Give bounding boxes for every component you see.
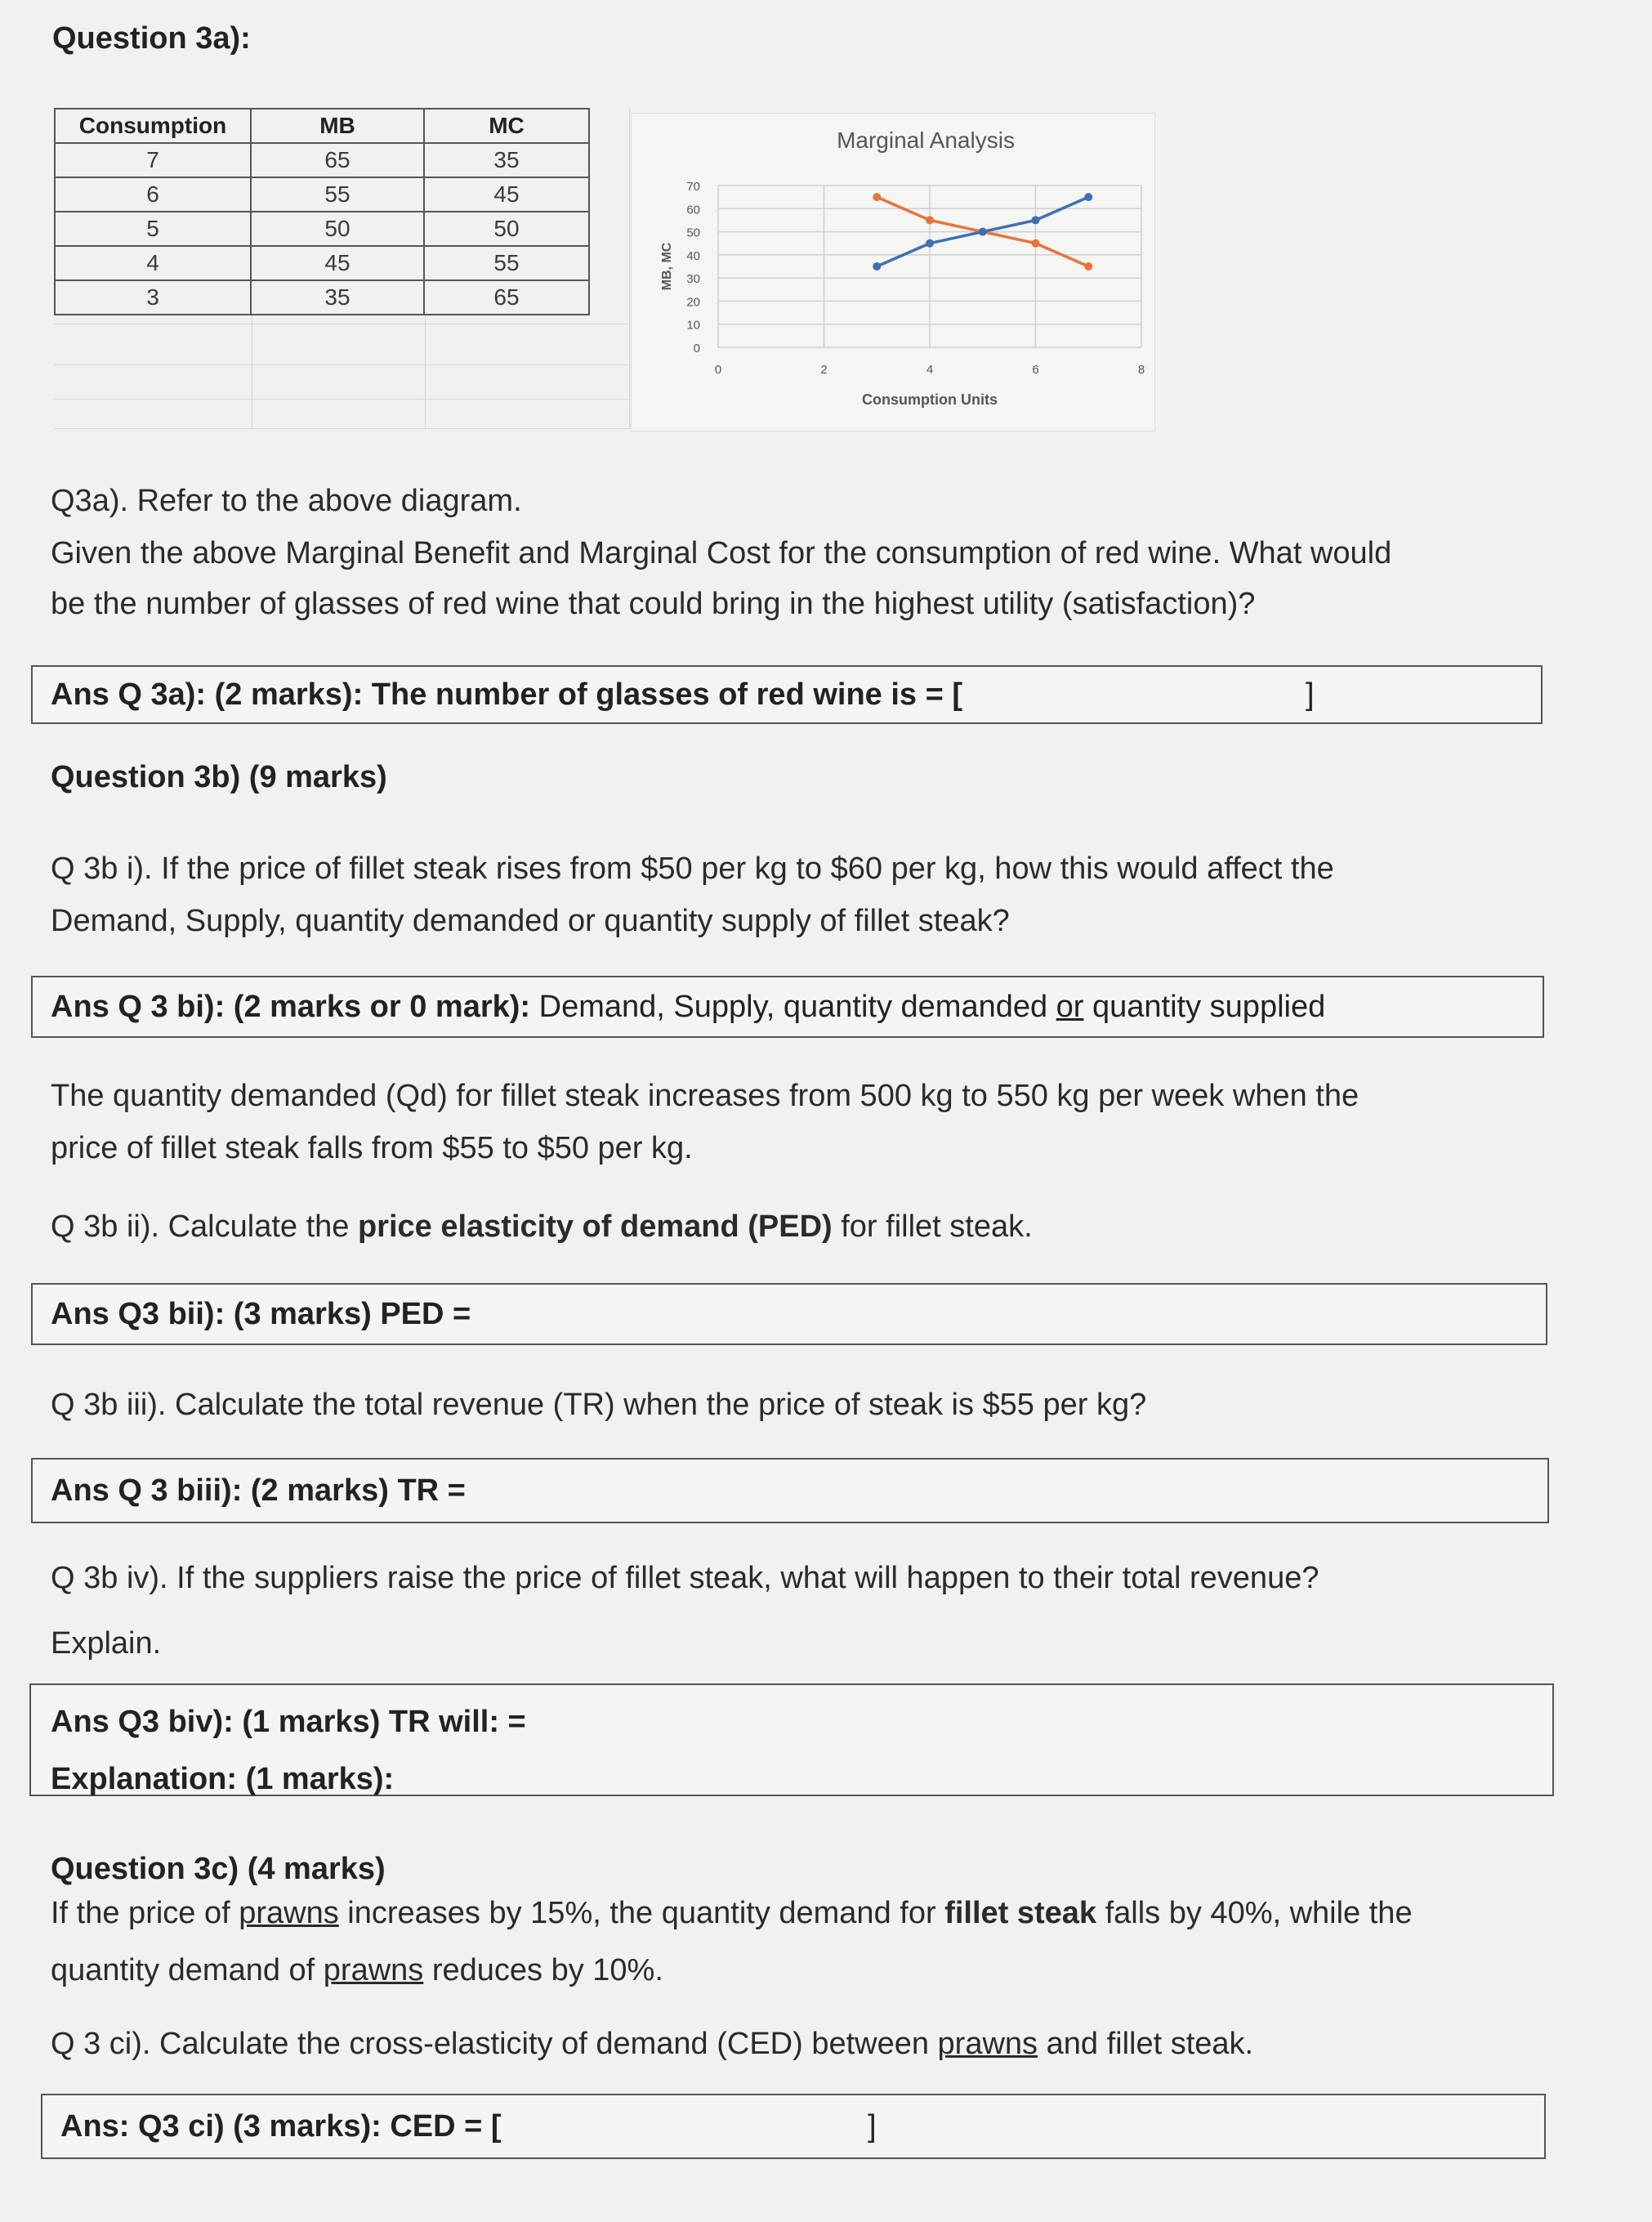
q3b-ii-post: for fillet steak. xyxy=(832,1209,1033,1244)
chart-x-tick-label: 6 xyxy=(1032,363,1039,377)
chart-point-mb xyxy=(873,193,881,201)
answer-bracket-close: ] xyxy=(868,2109,877,2144)
answer-bracket-close: ] xyxy=(1306,677,1315,712)
chart-point-mb xyxy=(926,216,934,224)
q3c-text: reduces by 10%. xyxy=(423,1953,663,1987)
table-row xyxy=(55,246,589,280)
q3b-i-line2: Demand, Supply, quantity demanded or quantity supply of fillet steak? xyxy=(51,904,1010,938)
answer-box-q3a[interactable] xyxy=(31,665,1543,724)
table-cell: 35 xyxy=(424,143,589,177)
chart-point-mc xyxy=(979,228,987,236)
chart-title: Marginal Analysis xyxy=(837,127,1015,153)
answer-box-q3b-i[interactable] xyxy=(31,976,1544,1038)
q3c-prawns: prawns xyxy=(323,1953,424,1987)
chart-point-mb xyxy=(1084,262,1092,270)
table-cell: 5 xyxy=(55,212,251,246)
answer-label: Ans Q 3 bi): (2 marks or 0 mark): xyxy=(51,990,531,1024)
table-cell: 3 xyxy=(55,280,251,315)
table-cell: 55 xyxy=(424,246,589,280)
chart-x-tick-label: 2 xyxy=(820,363,828,377)
q3c-prawns: prawns xyxy=(937,2027,1038,2061)
chart-y-tick-label: 20 xyxy=(686,295,700,310)
answer-label: Ans Q 3 biii): (2 marks) TR = xyxy=(51,1473,466,1508)
q3b-i-line1: Q 3b i). If the price of fillet steak rises from $50 per kg to $60 per kg, how this would affect the xyxy=(51,852,1334,886)
table-cell: 45 xyxy=(424,177,589,212)
chart-y-tick-label: 50 xyxy=(686,226,700,240)
answer-label-explanation: Explanation: (1 marks): xyxy=(51,1762,395,1796)
answer-label-tr: Ans Q3 biv): (1 marks) TR will: = xyxy=(51,1705,526,1739)
chart-x-axis-label: Consumption Units xyxy=(862,391,998,408)
sheet-gridline xyxy=(629,108,630,428)
answer-options-end: quantity supplied xyxy=(1083,990,1326,1024)
q3c-text: and fillet steak. xyxy=(1038,2027,1254,2061)
chart-point-mb xyxy=(1032,239,1040,248)
q3c-fillet-steak: fillet steak xyxy=(944,1896,1097,1930)
q3a-prompt-line2: Given the above Marginal Benefit and Marginal Cost for the consumption of red wine. What would xyxy=(51,536,1392,570)
chart-svg xyxy=(632,114,1154,431)
answer-box-q3b-iii[interactable] xyxy=(31,1458,1549,1523)
sheet-gridline xyxy=(54,428,631,429)
chart-y-tick-label: 30 xyxy=(686,272,700,287)
q3b-info-line1: The quantity demanded (Qd) for fillet steak increases from 500 kg to 550 kg per week when the xyxy=(51,1079,1360,1113)
table-cell: 50 xyxy=(251,212,424,246)
sheet-gridline xyxy=(54,399,631,400)
header-mb: MB xyxy=(251,109,424,143)
answer-options: Demand, Supply, quantity demanded xyxy=(530,990,1056,1024)
answer-box-q3c-i[interactable] xyxy=(41,2094,1546,2159)
table-cell: 35 xyxy=(251,280,424,315)
chart-point-mc xyxy=(1084,193,1092,201)
q3b-ii-bold: price elasticity of demand (PED) xyxy=(357,1209,833,1244)
q3b-iv-line2: Explain. xyxy=(51,1626,162,1661)
q3b-ii-question xyxy=(51,1201,1033,1252)
sheet-gridline xyxy=(425,314,426,428)
q3c-text: quantity demand of xyxy=(51,1953,324,1987)
chart-point-mc xyxy=(873,262,881,270)
answer-label: Ans Q3 bii): (3 marks) PED = xyxy=(51,1297,471,1331)
q3c-heading: Question 3c) (4 marks) xyxy=(51,1852,386,1886)
answer-box-q3b-ii[interactable] xyxy=(31,1283,1547,1345)
q3a-prompt-line3: be the number of glasses of red wine that could bring in the highest utility (satisfaction)? xyxy=(51,587,1256,621)
q3a-prompt-line1: Q3a). Refer to the above diagram. xyxy=(51,484,522,518)
table-cell: 55 xyxy=(251,177,424,212)
table-cell: 4 xyxy=(55,246,251,280)
table-header-row xyxy=(55,109,589,143)
chart-y-tick-label: 10 xyxy=(686,318,700,333)
q3c-line2 xyxy=(51,1945,663,1996)
chart-y-tick-label: 0 xyxy=(693,342,700,355)
table-row xyxy=(55,280,589,315)
chart-x-tick-label: 0 xyxy=(714,363,722,377)
chart-point-mc xyxy=(1032,216,1040,224)
q3b-ii-pre: Q 3b ii). Calculate the xyxy=(51,1209,358,1244)
chart-y-tick-label: 70 xyxy=(686,180,700,194)
table-cell: 45 xyxy=(251,246,424,280)
answer-box-q3b-iv[interactable] xyxy=(29,1683,1554,1796)
answer-or: or xyxy=(1056,990,1084,1024)
mb-mc-table xyxy=(54,108,590,315)
sheet-gridline xyxy=(54,364,631,365)
q3c-line1 xyxy=(51,1888,1413,1938)
table-cell: 65 xyxy=(424,280,589,315)
q3c-text: If the price of xyxy=(51,1896,239,1930)
q3b-iii-question: Q 3b iii). Calculate the total revenue (TR) when the price of steak is $55 per kg? xyxy=(51,1388,1147,1422)
table-row xyxy=(55,212,589,246)
q3b-iv-line1: Q 3b iv). If the suppliers raise the price of fillet steak, what will happen to their total revenue? xyxy=(51,1561,1319,1595)
answer-label: Ans Q 3a): (2 marks): The number of glasses of red wine is = [ xyxy=(51,677,963,712)
q3b-heading: Question 3b) (9 marks) xyxy=(51,760,387,794)
chart-y-tick-label: 40 xyxy=(686,248,700,263)
q3c-text: increases by 15%, the quantity demand for xyxy=(338,1896,945,1930)
chart-y-tick-label: 60 xyxy=(686,203,700,217)
answer-label: Ans: Q3 ci) (3 marks): CED = [ xyxy=(60,2109,502,2144)
table-cell: 6 xyxy=(55,177,251,212)
q3c-text: Q 3 ci). Calculate the cross-elasticity of demand (CED) between xyxy=(51,2027,938,2061)
chart-x-tick-label: 4 xyxy=(926,363,934,377)
header-consumption: Consumption xyxy=(55,109,251,143)
q3c-prawns: prawns xyxy=(239,1896,339,1930)
table-cell: 65 xyxy=(251,143,424,177)
chart-y-axis-label: MB, MC xyxy=(660,242,674,291)
q3c-text: falls by 40%, while the xyxy=(1096,1896,1413,1930)
table-cell: 50 xyxy=(424,212,589,246)
chart-point-mc xyxy=(926,239,934,248)
table-row xyxy=(55,143,589,177)
table-cell: 7 xyxy=(55,143,251,177)
q3b-info-line2: price of fillet steak falls from $55 to $50 per kg. xyxy=(51,1131,693,1165)
q3c-ci-question xyxy=(51,2019,1253,2069)
marginal-analysis-chart xyxy=(631,113,1155,431)
chart-x-tick-label: 8 xyxy=(1137,363,1145,377)
q3a-heading: Question 3a): xyxy=(52,21,251,56)
header-mc: MC xyxy=(424,109,589,143)
table-row xyxy=(55,177,589,212)
